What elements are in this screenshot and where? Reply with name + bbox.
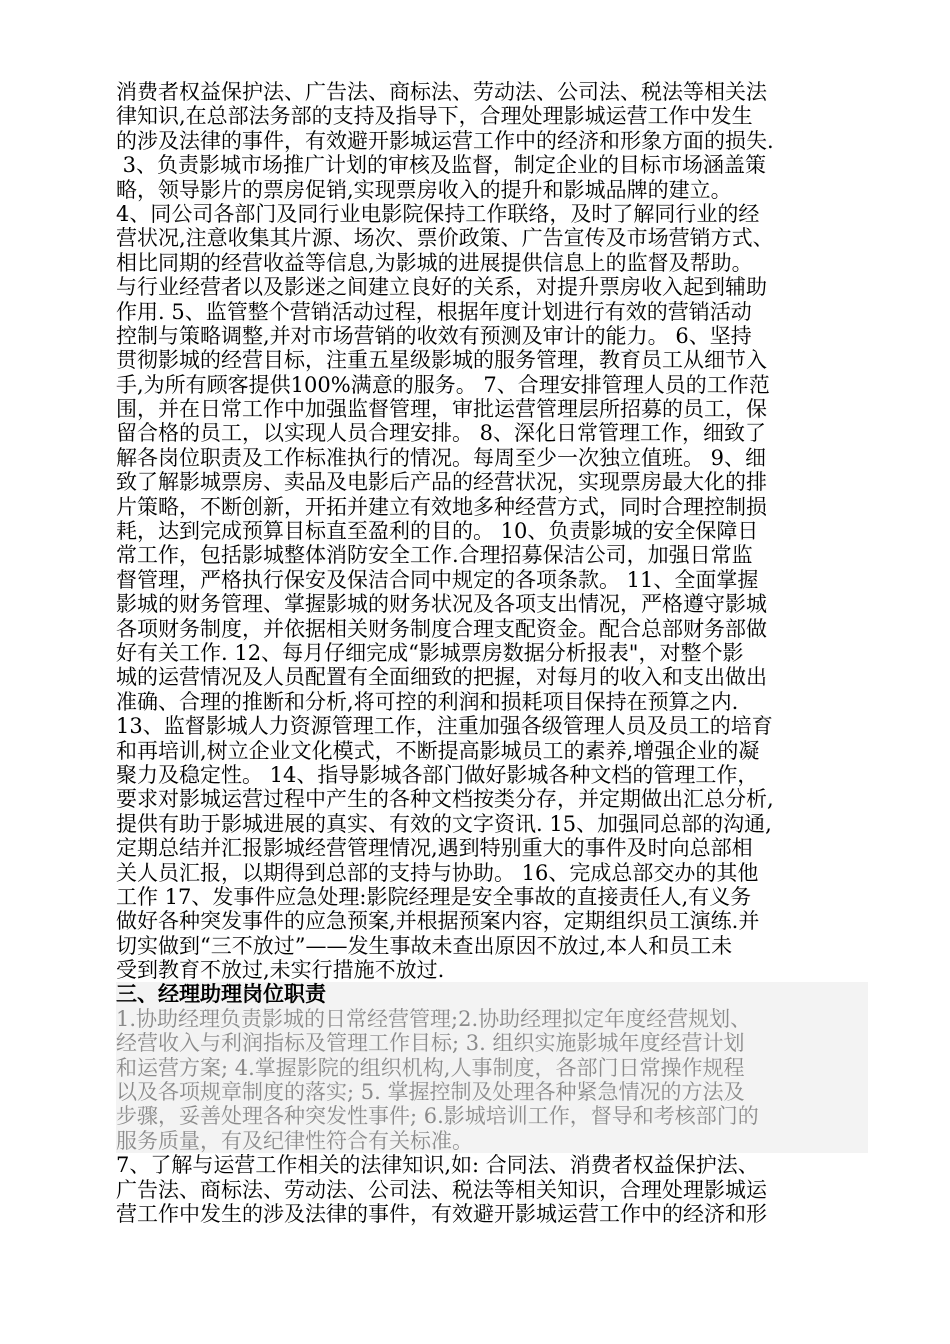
section-manager-assistant bbox=[116, 982, 868, 1153]
document-page bbox=[116, 80, 868, 1226]
text-line: 准确、合理的推断和分析,将可控的利润和损耗项目保持在预算之内. bbox=[116, 689, 739, 714]
text-line: 片策略，不断创新，开拓并建立有效地多种经营方式，同时合理控制损 bbox=[116, 494, 767, 519]
text-line: 要求对影城运营过程中产生的各种文档按类分存，并定期做出汇总分析, bbox=[116, 787, 774, 812]
text-line: 提供有助于影城进展的真实、有效的文字资讯. 15、加强同总部的沟通, bbox=[116, 811, 772, 836]
shaded-line: 服务质量，有及纪律性符合有关标准。 bbox=[116, 1128, 473, 1153]
text-line: 受到教育不放过,未实行措施不放过. bbox=[116, 958, 445, 983]
shaded-line: 步骤，妥善处理各种突发性事件; 6.影城培训工作，督导和考核部门的 bbox=[116, 1104, 759, 1129]
text-line: 聚力及稳定性。 14、指导影城各部门做好影城各种文档的管理工作， bbox=[116, 762, 759, 787]
text-line: 做好各种突发事件的应急预案,并根据预案内容，定期组织员工演练.并 bbox=[116, 909, 760, 934]
text-line: 控制与策略调整,并对市场营销的收效有预测及审计的能力。 6、坚持 bbox=[116, 323, 752, 348]
text-line: 手,为所有顾客提供100%满意的服务。 7、合理安排管理人员的工作范 bbox=[116, 372, 770, 397]
shaded-line: 以及各项规章制度的落实; 5. 掌握控制及处理各种紧急情况的方法及 bbox=[116, 1080, 745, 1105]
section-heading: 三、经理助理岗位职责 bbox=[116, 982, 868, 1006]
text-line: 营工作中发生的涉及法律的事件，有效避开影城运营工作中的经济和形 bbox=[116, 1201, 767, 1226]
shaded-line: 和运营方案; 4.掌握影院的组织机构,人事制度，各部门日常操作规程 bbox=[116, 1055, 745, 1080]
text-line: 4、同公司各部门及同行业电影院保持工作联络，及时了解同行业的经 bbox=[116, 201, 760, 226]
text-line: 律知识,在总部法务部的支持及指导下，合理处理影城运营工作中发生 bbox=[116, 104, 753, 129]
text-line: 切实做到“三不放过”——发生事故未查出原因不放过,本人和员工未 bbox=[116, 933, 733, 958]
tail-text bbox=[116, 1153, 868, 1226]
text-line: 督管理，严格执行保安及保洁合同中规定的各项条款。 11、全面掌握 bbox=[116, 567, 759, 592]
text-line: 城的运营情况及人员配置有全面细致的把握，对每月的收入和支出做出 bbox=[116, 665, 767, 690]
text-line: 解各岗位职责及工作标准执行的情况。每周至少一次独立值班。 9、细 bbox=[116, 445, 767, 470]
body-text bbox=[116, 80, 868, 982]
text-line: 常工作，包括影城整体消防安全工作.合理招募保洁公司，加强日常监 bbox=[116, 543, 753, 568]
text-line: 作用. 5、监管整个营销活动过程，根据年度计划进行有效的营销活动 bbox=[116, 299, 752, 324]
text-line: 相比同期的经营收益等信息,为影城的进展提供信息上的监督及帮助。 bbox=[116, 250, 753, 275]
text-line: 与行业经营者以及影迷之间建立良好的关系，对提升票房收入起到辅助 bbox=[116, 275, 767, 300]
text-line: 关人员汇报，以期得到总部的支持与协助。 16、完成总部交办的其他 bbox=[116, 860, 759, 885]
text-line: 消费者权益保护法、广告法、商标法、劳动法、公司法、税法等相关法 bbox=[116, 80, 767, 104]
text-line: 留合格的员工，以实现人员合理安排。 8、深化日常管理工作，细致了 bbox=[116, 421, 767, 446]
text-line: 营状况,注意收集其片源、场次、票价政策、广告宣传及市场营销方式、 bbox=[116, 226, 774, 251]
text-line: 耗，达到完成预算目标直至盈利的目的。 10、负责影城的安全保障日 bbox=[116, 519, 759, 544]
text-line: 广告法、商标法、劳动法、公司法、税法等相关知识，合理处理影城运 bbox=[116, 1177, 767, 1202]
text-line: 13、监督影城人力资源管理工作，注重加强各级管理人员及员工的培育 bbox=[116, 714, 773, 739]
shaded-line: 经营收入与利润指标及管理工作目标; 3. 组织实施影城年度经营计划 bbox=[116, 1031, 745, 1056]
text-line: 定期总结并汇报影城经营管理情况,遇到特别重大的事件及时向总部相 bbox=[116, 836, 753, 861]
text-line: 各项财务制度，并依据相关财务制度合理支配资金。配合总部财务部做 bbox=[116, 616, 767, 641]
text-line: 影城的财务管理、掌握影城的财务状况及各项支出情况，严格遵守影城 bbox=[116, 592, 767, 617]
text-line: 的涉及法律的事件，有效避开影城运营工作中的经济和形象方面的损失. bbox=[116, 128, 774, 153]
text-line: 工作 17、发事件应急处理:影院经理是安全事故的直接责任人,有义务 bbox=[116, 884, 752, 909]
text-line: 3、负责影城市场推广计划的审核及监督，制定企业的目标市场涵盖策 bbox=[116, 153, 767, 178]
text-line: 致了解影城票房、卖品及电影后产品的经营状况，实现票房最大化的排 bbox=[116, 470, 767, 495]
text-line: 贯彻影城的经营目标，注重五星级影城的服务管理，教育员工从细节入 bbox=[116, 348, 767, 373]
shaded-line: 1.协助经理负责影城的日常经营管理;2.协助经理拟定年度经营规划、 bbox=[116, 1006, 752, 1031]
text-line: 7、了解与运营工作相关的法律知识,如: 合同法、消费者权益保护法、 bbox=[116, 1153, 759, 1178]
text-line: 略，领导影片的票房促销,实现票房收入的提升和影城品牌的建立。 bbox=[116, 177, 732, 202]
text-line: 和再培训,树立企业文化模式，不断提高影城员工的素养,增强企业的凝 bbox=[116, 738, 760, 763]
text-line: 好有关工作. 12、每月仔细完成“影城票房数据分析报表"，对整个影 bbox=[116, 640, 744, 665]
text-line: 围，并在日常工作中加强监督管理，审批运营管理层所招募的员工，保 bbox=[116, 397, 767, 422]
